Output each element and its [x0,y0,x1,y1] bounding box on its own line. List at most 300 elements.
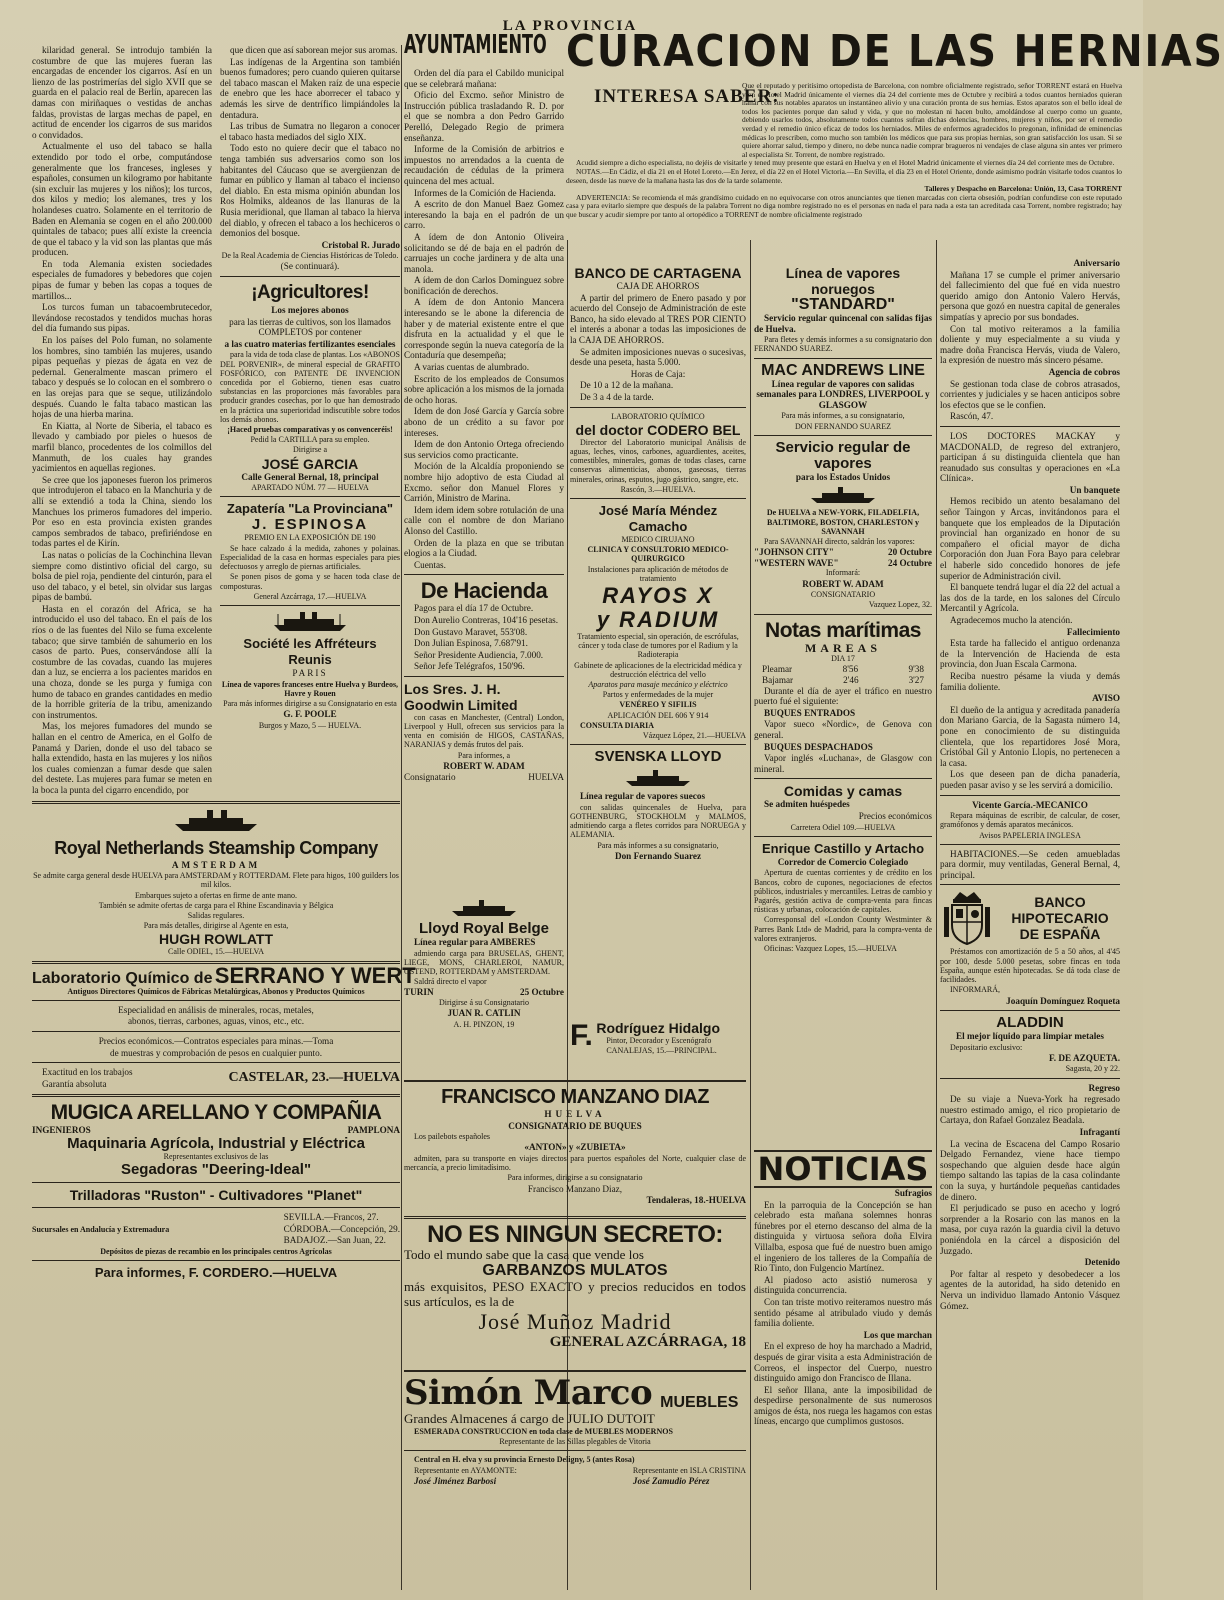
ayuntamiento-orders [404,68,564,570]
ad-line: Para fletes y demás informes a su consignatario don FERNANDO SUAREZ. [754,335,932,354]
ad-line: Para informes, dirigirse a su consignatario [507,1173,643,1183]
ad-mugica [32,1101,400,1281]
paragraph: LOS DOCTORES MACKAY y MACDONALD, de regreso del extranjero, participan á su distinguida clientela que han reanudado sus consultas y operaciones en «La Clínica». [940,430,1120,484]
tobacco-article [32,45,212,797]
ad-body: Apertura de cuentas corrientes y de crédito en los Bancos, cobro de cupones, negociaciones de efectos públicos, industriales y mercantiles. Letras de cambio y Pagarés, gestión activa de compra-venta para fincas rústicas y urbanas, colocación de capitales. [754,868,932,915]
ad-line: Todo el mundo sabe que la casa que vende los [404,1247,644,1262]
paragraph: Con tal motivo reiteramos a la familia doliente y muy especialmente a su viuda y madre doña Francisca Hervás, viuda de Valero, la expresión de nuestro más sincero pésame. [940,323,1120,366]
ship-date: 24 Octubre [888,557,932,568]
paragraph: Cuentas. [414,559,446,570]
subheading: AVISO [1092,693,1120,704]
ad-address: SEVILLA.—Francos, 27. [283,1212,379,1223]
ad-address: Tendaleras, 18.-HUELVA [646,1195,746,1206]
ad-body: Se hace calzado á la medida, zahones y polainas. Especialidad de la casa en hormas especiales para pies defectuosos y arreglo de piernas artificiales. [220,543,400,572]
ad-mac-andrews [754,363,932,431]
steamship-icon [623,769,693,787]
ad-line: CLINICA Y CONSULTORIO MEDICO-QUIRURGICO [587,545,729,564]
ad-body: admiten, para su transporte en viajes directos para puertos españoles del Norte, cualquier clase de mercancía, a precio limitadísimo. [404,1153,746,1173]
subheading: Regreso [1088,1082,1120,1093]
ad-francisco-manzano [404,1080,746,1212]
ad-line: Línea regular para AMBERES [414,937,536,947]
ad-simon-marco [404,1370,746,1590]
paragraph: Idem de don Antonio Ortega ofreciendo sus servicios como practicante. [404,439,564,460]
ad-line: El mejor líquido para limpiar metales [956,1031,1104,1042]
ad-line: Se admiten huéspedes [764,799,850,810]
tide-value: 9'38 [908,664,924,675]
notas-maritimas [754,619,932,775]
ad-line: Representantes exclusivos de las [163,1151,269,1161]
ad-line: Pintor, Decorador y Escenógrafo [606,1036,712,1045]
subheading: Los que marchan [863,1329,932,1340]
steamship-icon [808,486,878,504]
ad-line: CONSIGNATARIO [810,590,876,600]
ad-title: ALADDIN [996,1014,1064,1032]
ship-date: 20 Octubre [888,547,932,558]
ad-body-text: Que el reputado y peritísimo ortopedista de Barcelona, con nombre oficialmente registrado, señor TORRENT estará en Huelva y en el Hotel Madrid únicamente el viernes día 24 del corriente mes de Octubre y recibirá a todos cuantos herniados quieran hallar con sus notables aparatos un instantáneo alivio y una curación pronta de sus hernias. Estos aparatos son el bello ideal de todos los pacientes porque dan salud y vida, y que no molestan ni hacen bulto, amoldándose al cuerpo como un guante, debiendo usarlos todos, absolutamente todos cuantos sufran dichas dolencias, hombres, mujeres y niños, por ser el remedio verdad y el remedio único eficaz de todos los herniados. Miles de enfermos agradecidos lo pregonan, infinidad de eminencias médicas lo prescriben, como mucho son también los médicos que para sus propias hernias, son gran satisfacción los usan. Si se quiere ahorrar salud, tiempo y dinero, no debe nunca nadie comprar bragueros ni vendajes de clase alguna sin antes ver primero al especialista Sr. Torrent, de nombre registrado. [742,81,1122,159]
paragraph: Con tan triste motivo reiteramos nuestro más sentido pésame al atribulado viudo y demás familia doliente. [754,1296,932,1329]
ad-title: SERRANO Y WERT [214,962,416,988]
ad-line: Dirigirse a [293,445,327,455]
ad-line: Consignatario [404,772,456,783]
ad-title: Rodríguez Hidalgo [596,1020,721,1036]
ship-name: TURIN [404,987,434,998]
ad-title: ¡Agricultores! [251,282,369,304]
ad-line: También se admite ofertas de carga para el Rhine Escandinavia y Bélgica [98,900,334,910]
ad-standard [754,265,932,354]
ad-line: Línea de vapores noruegos [785,265,901,297]
paragraph: Oficio del Excmo. señor Ministro de Instrucción pública trasladando R. D. por el que se nombra a don Pedro Garrido Perelló, Delegado Regio de primera enseñanza. [404,90,564,143]
paragraph: La vecina de Escacena del Campo Rosario Delgado Fernandez, viene hace tiempo sospechando que alguien desde hace algún tiempo saltando las tapias de la casa colindante con la suya, y hurtándole pequeñas cantidades de dinero. [940,1138,1120,1202]
paragraph: Reciba nuestro pésame la viuda y demás familia doliente. [940,670,1120,692]
paragraph: Agradecemos mucho la atención. [950,615,1073,625]
ad-body [566,82,1122,220]
paragraph: En el expreso de hoy ha marchado a Madrid, después de girar visita a esta Administración de Correos, el inspector del Cuerpo, nuestro distinguido amigo don Francisco de Illana. [754,1341,932,1384]
ad-line: Se admite carga general desde HUELVA para AMSTERDAM y ROTTERDAM. Flete para higos, 100 guilders los mil kilos. [33,871,399,890]
ad-line: Línea regular de vapores suecos [580,791,706,802]
ad-title: RAYOS X [602,582,714,608]
ad-line: abonos, tierras, carbones, aguas, vinos, etc., etc. [127,1016,305,1027]
ad-line: Grandes Almacenes á cargo de JULIO DUTOIT [404,1411,655,1426]
ad-line: Los mejores abonos [271,305,349,316]
paragraph: Al piadoso acto asistió numerosa y distinguida concurrencia. [754,1274,932,1296]
paragraph: Orden del día para el Cabildo municipal que se celebrará mañana: [404,68,564,89]
paragraph: Vapor inglés «Luchana», de Glasgow con mineral. [754,753,932,774]
ad-address: A. H. PINZON, 19 [453,1019,515,1029]
subheading: Aniversario [1073,258,1120,268]
ad-line: Trilladoras "Ruston" - Cultivadores "Planet" [69,1187,363,1204]
ad-comidas [754,783,932,831]
steamship-icon [171,808,261,832]
ad-body: Director del Laboratorio municipal Análisis de aguas, leches, vinos, carbones, aguardientes, aceites, comestibles, minerales, gomas de todas clases, carne conservas alimenticias, abonos, gaseosas, tierras minerales, orinas, esputos, jugo gástrico, sangre, etc. [570,437,746,484]
ad-title: Vicente García.-MECANICO [972,799,1088,810]
ad-line: HUELVA [528,772,564,783]
list-item: Señor Presidente Audiencia, 7.000. [414,649,544,660]
ad-line: ESMERADA CONSTRUCCION en toda clase de MUEBLES MODERNOS [414,1427,673,1436]
ad-line: Gabinete de aplicaciones de la electricidad médica y destrucción eléctrica del vello [574,660,742,679]
ad-goodwin [404,681,564,783]
ad-line: LABORATORIO QUÍMICO [611,411,705,421]
ad-address: CASTELAR, 23.—HUELVA [228,1070,400,1086]
ad-line: Sucursales en Andalucía y Extremadura [32,1224,170,1234]
ad-codero-bel [570,412,746,494]
ad-initial: F. [570,1019,593,1052]
paragraph: El dueño de la antigua y acreditada panadería don Mariano Garcia, de la Sagasta número 14, pone en conocimiento de su distinguida clientela, que los repartidores José Mora, Cristóbal Gil y Antonio Llopis, no pertenecen a la casa. [940,704,1120,768]
paragraph: Los que deseen pan de dicha panadería, pueden pasar aviso y se les servirá a domicilio. [940,769,1120,790]
ad-line: De 10 a 12 de la mañana. [580,380,674,391]
ad-address: GENERAL AZCÁRRAGA, 18 [549,1334,746,1350]
paragraph: A ídem de don Antonio Mancera interesando se le abone la diferencia de haber y de material existente entre el que disfruta en la actualidad y el que le corresponde según la nueva categoría de la Contaduría que desempeña; [404,297,564,361]
ad-name: ROBERT W. ADAM [802,578,884,589]
ad-banco-cartagena [570,265,746,403]
ad-name: José Zamudio Pérez [632,1475,710,1486]
ad-line: Depositario exclusivo: [950,1042,1023,1052]
subheading: Sufragios [894,1188,932,1198]
ad-line: Representante en AYAMONTE: [414,1465,517,1475]
subheading: Un banquete [1069,484,1120,495]
list-item: Don Aurelio Contreras, 104'16 pesetas. [414,614,559,625]
paragraph: Escrito de los empleados de Consumos sobre aplicación a los mismos de la jornada de ocho horas. [404,373,564,405]
ad-name: Francisco Manzano Diaz, [527,1183,623,1194]
ad-address: Talleres y Despacho en Barcelona: Unión, 13, Casa TORRENT [924,184,1122,194]
ad-title: MUGICA ARELLANO Y COMPAÑIA [50,1101,382,1125]
ad-line: para los Estados Unidos [795,471,891,482]
ad-line: HUELVA [544,1109,606,1119]
royal-crest-icon [940,889,994,947]
ad-affreteurs [220,610,400,730]
ad-name: J. ESPINOSA [251,516,369,534]
ad-line: Informará: [825,568,861,578]
ad-line: Instalaciones para aplicación de métodos de tratamiento [587,564,729,583]
ad-line: de muestras y comprobación de pesos en cualquier punto. [109,1047,323,1058]
list-item: Don Julian Espinosa, 7.687'91. [414,638,528,649]
ad-title: Zapatería "La Provinciana" [226,501,394,517]
ad-body: Repara máquinas de escribir, de calcular, de coser, gramófonos y demás aparatos mecánicos. [940,811,1120,830]
ad-garbanzos [404,1216,746,1366]
section-title: AYUNTAMIENTO [404,30,547,60]
paragraph: A escrito de don Manuel Baez Gomez interesando la baja en el padrón de un carro. [404,199,564,231]
paragraph: HABITACIONES.—Se ceden amuebladas para dormir, muy ventiladas, General Bernal, 4, principal. [940,848,1120,880]
tide-row [754,675,932,686]
ad-body: con salidas quincenales de Huelva, para GOTHENBURG, STOCKHOLM y MALMOS, admitiendo carga a fletes corridos para NORUEGA y ALEMANIA. [570,802,746,840]
ad-line: Embarques sujeto a ofertas en firme de ante mano. [135,890,297,900]
paragraph: Orden de la plaza en que se tributan elogios a la Ciudad. [404,537,564,559]
ad-address: Calle General Bernal, 18, principal [241,471,379,482]
ad-title: Société les Affréteurs Reunis [243,635,377,667]
list-item: Señor Jefe Telégrafos, 150'96. [414,661,525,672]
paragraph: Las tribus de Sumatra no llegaron a conocer el tabaco hasta mediados del siglo XIX. [220,121,400,142]
tobacco-article-cont [220,45,400,797]
ad-body: Se admiten imposiciones nuevas o sucesivas, desde una peseta, hasta 5.000. [570,346,746,368]
ship-name: "WESTERN WAVE" [754,557,839,568]
ad-address: APARTADO NÚM. 77 — HUELVA [251,483,369,493]
ad-line: Para más informes dirigirse a su Consignatario en esta [223,698,397,708]
paragraph: Se cree que los japoneses fueron los primeros que introdujeron el tabaco en la Manchuria y de allí se extendió a toda la China, siendo los Manchues los primeros fumadores del imperio. Por eso en esta provincia existen grandes campos sembrados de tabaco, prefiriéndose en todas partes el de Kirín. [32,474,212,549]
paragraph: Durante el día de ayer el tráfico en nuestro puerto fué el siguiente: [754,685,932,707]
ad-address: Rascón, 3.—HUELVA. [620,484,696,494]
ad-address: Carretera Odiel 109.—HUELVA [790,822,896,832]
ad-title: Laboratorio Químico de [32,969,213,987]
column-rule [936,240,937,1590]
ad-line: Saldrá directo el vapor [414,977,487,987]
ad-line: Para más informes a su consignatario, [597,840,719,850]
ad-line: Precios económicos.—Contratos especiales para minas.—Toma [98,1035,334,1046]
ad-line: AMSTERDAM [171,859,261,870]
ad-body-text: Acudid siempre a dicho especialista, no dejéis de visitarle y tened muy presente que estará en Huelva y en el Hotel Madrid únicamente el viernes día 24 del corriente mes de Octubre. [576,158,1115,168]
ad-body: con casas en Manchester, (Central) London, Liverpool y Hull, ofrecen sus servicios para la venta en comisión de HIGOS, CASTAÑAS, NARANJAS y demás frutos del país. [404,712,564,750]
paragraph: Mas, los mejores fumadores del mundo se hallan en el centro de America, en el Golfo de Panamá y Darien, donde el uso del tabaco se halla extendido, hasta en las mujeres y los niños los cuales comienzan a fumar desde que salen del destete. Las mujeres para fumar se meten en la boca la punta del cigarro encendido, por [32,721,212,795]
ad-line: PAMPLONA [347,1125,400,1136]
tide-day: DIA 17 [831,654,855,664]
tide-row [754,664,932,675]
ad-line: Exactitud en los trabajos [42,1067,133,1078]
ad-address: Calle ODIEL, 15.—HUELVA [168,947,264,957]
hacienda-section [404,579,564,672]
paragraph: Las natas o policías de la Cochinchina llevan siempre como distintivo oficial del cargo, su bolsa de piel roja, pendiente del cinturón, para el uso del tabaco, y el betel, sin olvidar sus largas pipas de bambú. [32,549,212,603]
ad-body-text: ADVERTENCIA: Se recomienda el más grandísimo cuidado en no equivocarse con otros anunciantes que tienen marcadas con cierta obsesión, podrían confundirse con este reputado casa y para evitarlo siempre que después de la palabra Torrent no diga nombre registrado no es el personas en nada el para nada a esta tan acreditada casa Torrent, nombre registrado; hay que buscar y acudir siempre por tanto al ortopédico a TORRENT de nombre oficialmente registrado [566,192,1122,219]
paragraph: Todo esto no quiere decir que el tabaco no tenga también sus adversarios como son los habitantes del Cáucaso que se avergüenzan de fumar en público y llaman al tabaco el incienso del diablo. En esta misma opinión abundan los Ros Holmiks, aldeanos de las llanuras de la Rusia meridional, que llaman al tabaco la hierva del diablo, y ofrecen el tabaco a los hechiceros o demonios del bosque. [220,143,400,239]
ad-title: Comidas y camas [783,783,903,800]
ad-name: HUGH ROWLATT [158,931,274,948]
ad-title: José María Méndez Camacho [598,502,718,534]
ad-line: MEDICO CIRUJANO [621,534,695,544]
ad-title: Lloyd Royal Belge [418,920,550,937]
ad-address: General Azcárraga, 17.—HUELVA [253,591,367,601]
ad-line: Partos y enfermedades de la mujer [602,690,714,700]
ad-body: Se ponen pisos de goma y se hacen toda clase de composturas. [220,572,400,591]
ad-line: Representante en ISLA CRISTINA [632,1465,746,1475]
ad-title: Enrique Castillo y Artacho [761,840,925,856]
paragraph: Moción de la Alcaldía proponiendo se nombre hijo adoptivo de esta Ciudad al Excmo. señor don Manuel Flores y Carrión, Ministro de Marina. [404,461,564,504]
ad-royal-netherlands [32,808,400,957]
paragraph: Mañana 17 se cumple el primer aniversario del fallecimiento del que fué en vida nuestro querido amigo don Antonio Valero Hervás, persona que gozó en nuestra capital de generales simpatías y aprecio por sus bondades. [940,269,1120,322]
paragraph: En los países del Polo fuman, no solamente los hombres, sino también las mujeres, usando pipas pequeñas y piezas de ágata en vez de pedernal. Generalmente mascan primero el tabaco y después se lo colocan en el sombrero o en las orejas para que se seque, utilizándolo después. Cuando le falta tabaco mastican las hojas de una hierba marina. [32,335,212,420]
ad-rodriguez-hidalgo [570,1020,746,1075]
list-item: Pagos para el día 17 de Octubre. [414,603,534,614]
ad-svenska-lloyd [570,749,746,861]
ad-address: Vazquez Lopez, 32. [868,600,932,610]
paragraph: Idem idem idem sobre rotulación de una calle con el nombre de don Mariano Alonso del Castillo. [404,504,564,536]
ad-lloyd-royal-belge [404,895,564,1075]
ad-title: Los Sres. J. H. Goodwin Limited [404,680,518,713]
ad-line: Segadoras "Deering-Ideal" [120,1161,312,1179]
ad-title: DE ESPAÑA [1019,926,1101,943]
ad-line: Para SAVANNAH directo, saldrán los vapores: [764,536,915,546]
ad-line: Corredor de Comercio Colegiado [777,856,909,867]
ad-address: CANALEJAS, 15.—PRINCIPAL. [606,1046,717,1056]
list-item: Don Gustavo Maravet, 553'08. [414,626,528,637]
ad-title: CURACION DE LAS HERNIAS [566,26,1224,77]
ad-body: Línea regular de vapores con salidas semanales para LONDRES, LIVERPOOL y GLASGOW [756,378,930,410]
ad-line: CAJA DE AHORROS [616,281,700,291]
ad-name: JOSÉ GARCIA [261,455,359,472]
ad-body: Servicio regular quincenal con salidas fijas de Huelva. [754,313,932,334]
paragraph: que dicen que así saborean mejor sus aromas. [230,45,398,55]
subheading: Infragantí [1079,1127,1120,1138]
paragraph: El perjudicado se puso en acecho y logró sorprender a la Rosario con las manos en la masa, por cuya razón la guardia civil la detuvo poniéndola en la cárcel a disposición del Juzgado. [940,1203,1120,1256]
continued-note: (Se continuará). [280,261,340,272]
ad-line: VENÉREO Y SIFILIS [619,700,697,710]
ad-line: De HUELVA a NEW-YORK, FILADELFIA, BALTIMORE, BOSTON, CHARLESTON y SAVANNAH [766,508,920,536]
ad-title: Servicio regular de vapores [775,438,911,472]
paragraph: Esta tarde ha fallecido el antiguo ordenanza de la Intervención de Hacienda de esta provincia, don Juan Escala Carmona. [940,638,1120,670]
tide-value: 2'46 [843,674,859,685]
ad-line: Representante de las Sillas plegables de Vitoria [499,1437,651,1447]
ad-line: INFORMARÁ, [950,985,1001,995]
ad-title: MAC ANDREWS LINE [761,361,925,379]
ad-address: Avisos PAPELERIA INGLESA [979,830,1081,840]
ad-line: Los pailebots españoles [414,1132,490,1142]
ad-line: PREMIO EN LA EXPOSICIÓN DE 190 [244,533,376,543]
section-subtitle: MAREAS [804,640,881,655]
ad-body: Línea de vapores franceses entre Huelva y Burdeos, Havre y Rouen [221,679,399,698]
subheading: Detenido [1084,1257,1120,1268]
ad-subtitle: INTERESA SABER: [594,86,780,107]
paragraph: En la parroquia de la Concepción se han celebrado esta mañana solemnes honras fúnebres por el eterno descanso del alma de la distinguida y virtuosa señora doña Elvira Villalba, esposa que fué de nuestro buen amigo el ingeniero de los talleres de la Compañía de Rio Tinto, don Fulgencio Martínez. [754,1199,932,1274]
tide-value: 8'56 [842,664,859,675]
tide-label: Bajamar [762,674,794,685]
ad-line: CONSIGNATARIO DE BUQUES [508,1120,642,1131]
steamship-icon [449,899,519,917]
paragraph: Informe de la Comisión de arbitrios e impuestos no arrendados a la cuenta de recaudación de cédulas de la primera quincena del mes actual. [404,144,564,186]
ad-zapateria [220,501,400,600]
ad-address: Burgos y Mazo, 5 — HUELVA. [258,720,362,730]
paragraph: A ídem de don Carlos Dominguez sobre bonificación de derechos. [404,275,564,296]
ad-line: Depósitos de piezas de recambio en los principales centros Agrícolas [100,1246,332,1256]
ad-name: ROBERT W. ADAM [443,760,525,771]
ad-line: Central en H. elva y su provincia Ernesto Deligny, 5 (antes Rosa) [414,1455,635,1465]
column-rule [750,240,751,1590]
ad-usa-service [754,440,932,610]
steamship-icon [270,610,350,632]
ad-address: Sagasta, 20 y 22. [1065,1064,1120,1074]
ad-line: «ANTON» y «ZUBIETA» [524,1142,626,1153]
ad-line: Aparatos para masaje mecánico y eléctrico [588,679,728,689]
ad-line: Maquinaria Agrícola, Industrial y Eléctrica [67,1134,365,1152]
ad-title: HIPOTECARIO [1011,910,1109,927]
ship-name: "JOHNSON CITY" [754,547,834,558]
section-title: De Hacienda [420,578,548,604]
column-4 [754,265,932,1145]
ad-line: PARIS [292,667,328,678]
paragraph: De su viaje a Nueva-York ha regresado nuestro estimado amigo, el rico propietario de Cartaya, don Rafael Gonzalez Beadala. [940,1094,1120,1126]
ad-body: A partir del primero de Enero pasado y por acuerdo del Consejo de Administración de este Banco, ha sido elevado al TRES POR CIENTO el interés a abonar a todas las imposiciones de la CAJA DE AHORROS. [570,292,746,345]
ad-line: GARBANZOS MULATOS [482,1262,668,1279]
ad-mendez-camacho [570,503,746,740]
ad-body: Corresponsal del «London County Westminter & Parres Bank Ltd» de Madrid, para la compra-venta de valores extranjeros. [754,915,932,943]
article-signature: Cristobal R. Jurado [321,239,400,250]
paragraph: Idem de don José García y García sobre abono de un crédito a su favor por intereses. [404,406,564,438]
ad-title: "STANDARD" [791,296,895,313]
paragraph: kilaridad general. Se introdujo también la costumbre de que las mujeres fueran las encargadas de encender los cigarros. Así en un lienzo de las postrimerías del siglo XVII que se guarda en el palacio real de Berlín, aparecen las damas con miriñaques o vestidas de anchas faldas, provistas de largas mechas de papel, en actitud de encender los cigarros de sus maridos o convidados. [32,45,212,140]
ad-body: para la vida de toda clase de plantas. Los «ABONOS DEL PORVENIR», de mineral especial de GRAFITO FOSFÓRICO, con PATENTE DE INVENCION concedida por el Gobierno, tienen esas cuatro substancias en las proporciones más favorables para producir grandes cosechas, por lo que han demostrado en la práctica una superioridad indiscutible sobre todos los demás abonos. [220,350,400,424]
column-5 [940,258,1120,1590]
paragraph: El señor Illana, ante la imposibilidad de despedirse personalmente de sus numerosos amigos de ésta, nos ruega les hagamos con estas líneas, encargo que cumplimos gustosos. [754,1384,932,1427]
ad-banco-hipotecario [940,889,1120,1006]
ad-name: G. F. POOLE [283,709,337,720]
ad-line: a las cuatro materias fertilizantes esenciales [224,338,396,349]
ad-line: Horas de Caja: [630,368,686,379]
ad-name: José Muñoz Madrid [478,1309,672,1334]
section-title: Notas marítimas [765,618,921,642]
ad-line: INGENIEROS [32,1125,91,1136]
ad-line: Garantía absoluta [42,1078,107,1089]
subheading: BUQUES DESPACHADOS [764,741,873,752]
ad-castillo-artacho [754,841,932,953]
paragraph: Las indígenas de la Argentina son también buenos fumadores; pero cuando quieren quitarse del tabaco mascan el Maken raíz de una especie de enebro que les hace aborrecer el tabaco y además les sirve de dentrífico limpiándoles la dentadura. [220,56,400,120]
ad-address: Vázquez López, 21.—HUELVA [642,731,746,740]
ad-aladdin [940,1015,1120,1074]
ad-line: Para informes, a [457,750,511,760]
ad-name: Don Fernando Suarez [614,850,702,861]
paragraph: Informes de la Comición de Hacienda. [414,187,556,198]
ad-title: BANCO [1034,894,1086,911]
ship-date: 25 Octubre [520,987,564,998]
paragraph: A varias cuentas de alumbrado. [414,362,530,373]
noticias-section [754,1150,932,1590]
ad-name: Joaquín Domínguez Roqueta [1006,995,1120,1006]
ad-body: Préstamos con amortización de 5 a 50 años, al 4'45 por 100, desde 5.000 pesetas, sobre fincas en toda España, aunque estén hipotecadas. Se dá toda clase de facilidades. [940,947,1120,985]
paragraph: Los turcos fuman un tabacoembrutecedor, llevándose recostados y tendidos muchas horas del día fumando sus pipas. [32,302,212,334]
ad-line: Salidas regulares. [187,910,245,920]
signature-title: De la Real Academia de Ciencias Históricas de Toledo. [221,251,399,261]
ad-body-text: NOTAS.—En Cádiz, el día 21 en el Hotel Loreto.—En Jerez, el día 22 en el Hotel Victoria.—En Sevilla, el día 23 en el Hotel Oriente, donde asimismo podrán visitarle todos cuantos lo deseen, desde las nueve de la mañana hasta las dos de la tarde solamente. [566,166,1123,185]
paragraph: Vapor sueco «Nordic», de Genova con general. [754,719,932,740]
ad-line: Precios económicos [858,810,932,821]
subheading: BUQUES ENTRADOS [764,707,856,718]
paragraph: Rascón, 47. [950,411,994,422]
ad-title: BANCO DE CARTAGENA [574,265,742,281]
ad-line: APLICACIÓN DEL 606 Y 914 [607,710,709,720]
ad-line: para las tierras de cultivos, son los llamados COMPLETOS por contener [229,316,391,338]
paragraph: En toda Alemania existen sociedades especiales de fumadores y bebedores que cojen pipas de fumar y beben las copas a toques de martillos... [32,258,212,301]
ad-address: BADAJOZ.—San Juan, 22. [283,1235,386,1246]
tide-value: 3'27 [908,674,924,685]
subheading: Fallecimiento [1066,626,1120,637]
ad-line: De 3 a 4 de la tarde. [580,391,654,402]
ad-name: F. DE AZQUETA. [1049,1052,1120,1063]
ad-body: Tratamiento especial, sin operación, de escrófulas, cáncer y toda clase de tumores por el Radium y la Radioterapia [577,631,739,660]
column-1 [32,45,416,1590]
ad-line: Para más informes, a su consignatario, [781,411,905,421]
ad-line: MUEBLES [660,1394,739,1411]
paragraph: En Kiatta, al Norte de Siberia, el tabaco es llevado y cambiado por pieles o huesos de marfil blanco, procedentes de los colmillos del Manmuth, de los cuales hay grandes yacimientos en aquellas regiones. [32,420,212,474]
running-head: LA PROVINCIA [502,18,638,34]
ad-address: Oficinas: Vazquez Lopes, 15.—HUELVA [764,943,897,953]
ad-title: SVENSKA LLOYD [594,748,722,766]
ad-line: Especialidad en análisis de minerales, rocas, metales, [118,1004,314,1015]
ad-line: Dirigirse á su Consignatario [439,998,529,1007]
ad-title: Simón Marco [404,1373,653,1413]
ad-line: CONSULTA DIARIA [580,720,655,730]
ad-line: Pedid la CARTILLA para su empleo. [250,435,370,445]
paragraph: Hemos recibido un atento besalamano del señor Taingon y Arcas, invitándonos para el banquete que los empleados de la Diputación provincial han organizado en honor de su compañero el oficial mayor de dicha Corporación don Juan Fora Bayo para celebrar el haberle sido concedido honores de jefe superior de Administración civil. [940,496,1120,581]
ad-body: admiendo carga para BRUSELAS, GHENT, LIEGE, MONS, CHARLEROI, NAMUR, OSTEND, ROTTERDAM y AMSTERDAM. [404,948,564,976]
paragraph: Actualmente el uso del tabaco se halla extendido por todo el orbe, computándose generalmente que los franceses, ingleses y españoles, consumen un kilogramo por habitante (sin excluir las mujeres y los niños); los turcos, dos kilos y medio; los alemanes, tres y los holandeses cuatro. Solamente en el territorio de Baden en Alemania se cogen en el año 200.000 quintales de tabaco; pues allí existe la creencia de que el tabaco y la vid son las plantas que más producen. [32,141,212,258]
ad-title: Royal Netherlands Steamship Company [54,837,378,858]
subheading: Agencia de cobros [1048,366,1120,377]
ad-title: del doctor CODERO BEL [575,421,741,438]
column-rule [401,45,402,1590]
ad-name: José Jiménez Barbosi [414,1475,497,1486]
ad-line: Antiguos Directores Químicos de Fábricas Metalúrgicas, Abonos y Productos Químicos [67,986,365,996]
ad-line: Para más detalles, dirigirse al Agente en esta, [143,921,289,931]
paragraph: Por faltar al respeto y desobedecer a los agentes de la autoridad, ha sido detenido en Nerva un individuo llamado Antonio Vásquez Gómez. [940,1268,1120,1311]
ad-title: y RADIUM [596,606,720,632]
paragraph: Se gestionan toda clase de cobros atrasados, corrientes y judiciales y se hacen anticipos sobre los efectos que se le confien. [940,378,1120,410]
ad-line: más exquisitos, PESO EXACTO y precios reducidos en todos sus artículos, es la de [404,1279,746,1309]
tide-label: Pleamar [762,664,793,675]
ad-address: Para informes, F. CORDERO.—HUELVA [94,1265,338,1281]
